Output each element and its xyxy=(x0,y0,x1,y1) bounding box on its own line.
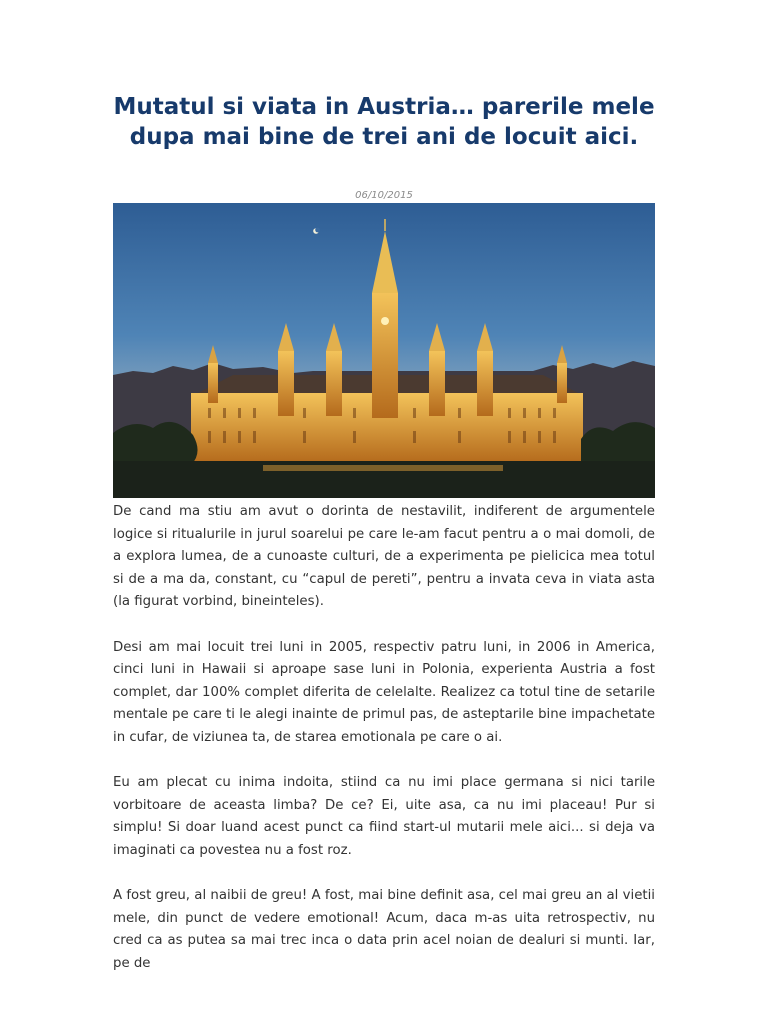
paragraph: Desi am mai locuit trei luni in 2005, respectiv patru luni, in 2006 in America, cinci luni in Hawaii si aproape sase luni in Polonia, experienta Austria a fost complet, dar 100% complet diferita de celelalte. Realizez ca totul tine de setarile mentale pe care ti le alegi inainte de primul pas, de asteptarile bine impachetate in cufar, de viziunea ta, de starea emotionala pe care o ai. xyxy=(113,639,655,745)
paragraph: Eu am plecat cu inima indoita, stiind ca nu imi place germana si nici tarile vorbitoare de aceasta limba? De ce? Ei, uite asa, ca nu imi placeau! Pur si simplu! Si doar luand acest punct ca fiind start-ul mutarii mele aici... si deja va imaginati ca povestea nu a fost roz. xyxy=(113,775,655,858)
paragraph: A fost greu, al naibii de greu! A fost, mai bine definit asa, cel mai greu an al vietii mele, din punct de vedere emotional! Acum, daca m-as uita retrospectiv, nu cred ca as putea sa mai trec inca o data prin acel noian de dealuri si munti. Iar, pe de xyxy=(113,888,655,971)
article-date: 06/10/2015 xyxy=(355,190,413,201)
paragraph: De cand ma stiu am avut o dorinta de nestavilit, indiferent de argumentele logice si ritualurile in jurul soarelui pe care le-am facut pentru a o mai domoli, de a explora lumea, de a cunoaste culturi, de a experimenta pe pielicica mea totul si de a ma da, constant, cu “capul de pereti”, pentru a invata ceva in viata asta (la figurat vorbind, bineinteles). xyxy=(113,504,655,609)
article-title: Mutatul si viata in Austria… parerile mele dupa mai bine de trei ani de locuit aici. xyxy=(113,94,655,150)
vienna-city-hall-photo xyxy=(113,203,655,498)
article-body xyxy=(113,501,655,998)
